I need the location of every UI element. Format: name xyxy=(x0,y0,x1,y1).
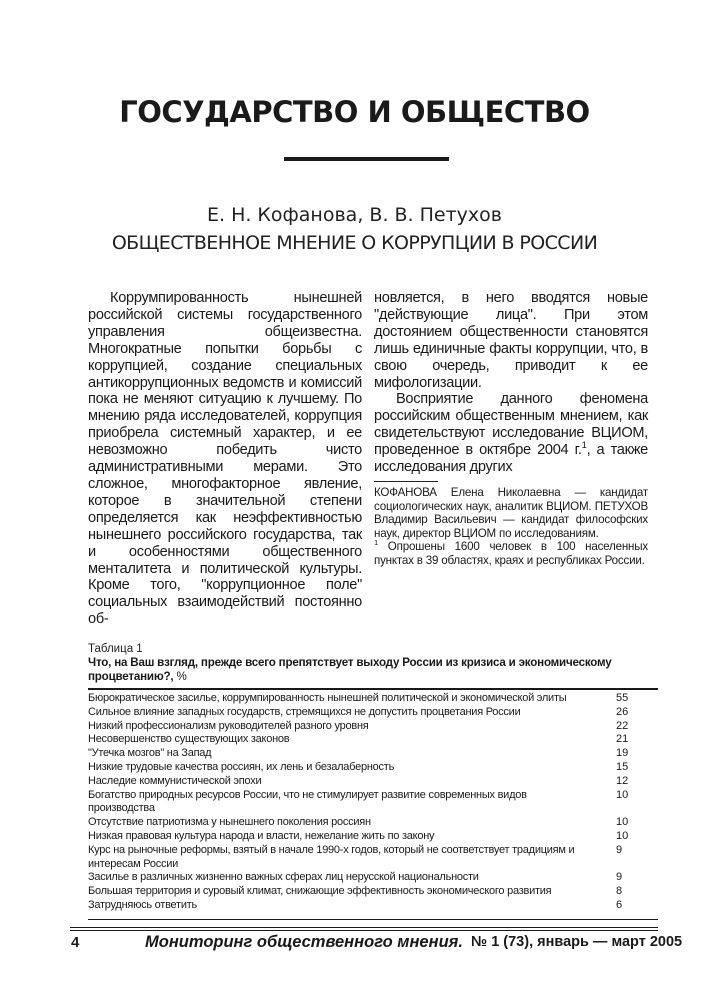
row-label: Большая территория и суровый климат, снижающие эффективность экономического развития xyxy=(88,885,552,898)
row-value: 55 xyxy=(616,692,629,704)
row-value: 21 xyxy=(616,733,629,746)
journal-name: Мониторинг общественного мнения. xyxy=(145,933,463,951)
footer-rule xyxy=(70,930,658,931)
table-row xyxy=(88,720,678,734)
paragraph-text: , а также исследования других xyxy=(374,442,648,476)
table-row xyxy=(88,706,678,720)
row-value: 9 xyxy=(616,843,623,856)
article-title: ОБЩЕСТВЕННОЕ МНЕНИЕ О КОРРУПЦИИ В РОССИИ xyxy=(111,232,598,254)
table-row xyxy=(88,871,678,885)
title-divider xyxy=(284,157,449,161)
footnote-1 xyxy=(374,540,648,567)
row-value: 10 xyxy=(616,816,629,829)
row-value: 8 xyxy=(616,885,623,898)
row-value: 9 xyxy=(616,871,623,884)
row-label: "Утечка мозгов" на Запад xyxy=(88,747,212,760)
table-caption xyxy=(88,656,660,684)
table-row xyxy=(88,789,678,817)
row-label: Богатство природных ресурсов России, что не стимулирует развитие современных видов производства xyxy=(88,788,527,815)
row-label: Низкий профессионализм руководителей разного уровня xyxy=(88,719,369,732)
row-value: 10 xyxy=(616,788,629,801)
table-bottom-rule xyxy=(88,919,658,920)
table-label: Таблица 1 xyxy=(88,643,143,655)
issue-info: № 1 (73), январь — март 2005 xyxy=(471,934,683,950)
row-value: 12 xyxy=(616,774,629,787)
author-note: КОФАНОВА Елена Николаевна — кандидат социологических наук, аналитик ВЦИОМ. ПЕТУХОВ Владимир Васильевич — кандидат философских наук, директор ВЦИОМ по исследованиям. xyxy=(374,486,648,540)
body-paragraph: Коррумпированность нынешней российской системы государственного управления общеизвестна. Многократные попытки борьбы с коррупцией, создание специальных антикоррупционных ведомств и комиссий пока не меняют ситуацию к лучшему. По мнению ряда исследователей, коррупция приобрела системный характер, и ее невозможно победить чисто административными мерами. Это сложное, многофакторное явление, которое в значительной степени определяется как неэффективностью нынешнего российского государства, так и особенностями общественного менталитета и политической культуры. Кроме того, "коррупционное поле" социальных взаимодействий постоянно об- xyxy=(88,290,362,628)
section-title: ГОСУДАРСТВО И ОБЩЕСТВО xyxy=(119,95,590,129)
footnotes xyxy=(374,486,648,567)
table-row xyxy=(88,899,678,913)
row-label: Низкие трудовые качества россиян, их лень и безалаберность xyxy=(88,760,395,773)
row-label: Отсутствие патриотизма у нынешнего поколения россиян xyxy=(88,816,371,829)
row-label: Несовершенство существующих законов xyxy=(88,733,290,746)
table-row xyxy=(88,761,678,775)
row-value: 22 xyxy=(616,719,629,732)
row-label: Низкая правовая культура народа и власти, нежелание жить по закону xyxy=(88,829,435,842)
page-number: 4 xyxy=(71,934,80,951)
row-value: 19 xyxy=(616,747,629,760)
row-label: Курс на рыночные реформы, взятый в начале 1990-х годов, который не соответствует традициям и интересам России xyxy=(88,843,575,870)
footnote-divider xyxy=(374,481,438,482)
body-paragraph-continuation: новляется, в него вводятся новые "действующие лица". При этом достоянием общественности становятся лишь единичные факты коррупции, что, в свою очередь, приводит к ее мифологизации. xyxy=(374,290,648,391)
row-label: Бюрократическое засилье, коррумпированность нынешней политической и экономической элиты xyxy=(88,692,567,704)
row-label: Наследие коммунистической эпохи xyxy=(88,774,262,787)
row-value: 15 xyxy=(616,760,629,773)
row-label: Сильное влияние западных государств, стремящихся не допустить процветания России xyxy=(88,705,521,718)
body-right-column xyxy=(374,290,648,476)
table-row xyxy=(88,747,678,761)
footer-rule xyxy=(70,927,658,928)
row-value: 10 xyxy=(616,829,629,842)
row-value: 26 xyxy=(616,705,629,718)
paragraph-text: Восприятие данного феномена российским общественным мнением, как свидетельствуют исследование ВЦИОМ, проведенное в октябре 2004 г. xyxy=(374,391,648,459)
table-row xyxy=(88,733,678,747)
footnote-marker: 1 xyxy=(374,538,378,548)
footnote-ref: 1 xyxy=(581,440,587,452)
table-row xyxy=(88,844,678,872)
row-label: Засилье в различных жизненно важных сферах лиц нерусской национальности xyxy=(88,871,479,884)
row-value: 6 xyxy=(616,898,623,911)
table-row xyxy=(88,692,678,706)
survey-table xyxy=(88,692,678,913)
article-authors: Е. Н. Кофанова, В. В. Петухов xyxy=(206,204,502,226)
table-top-rule xyxy=(88,688,658,690)
table-row xyxy=(88,775,678,789)
body-left-column xyxy=(88,290,362,628)
body-paragraph xyxy=(374,391,648,476)
table-row xyxy=(88,885,678,899)
table-row xyxy=(88,830,678,844)
table-row xyxy=(88,816,678,830)
footnote-text: Опрошены 1600 человек в 100 населенных пунктах в 39 областях, краях и республиках России. xyxy=(374,540,648,567)
table-unit: % xyxy=(176,670,187,683)
row-label: Затрудняюсь ответить xyxy=(88,898,198,911)
table-question: Что, на Ваш взгляд, прежде всего препятствует выходу России из кризиса и экономическому процветанию?, xyxy=(88,656,612,683)
